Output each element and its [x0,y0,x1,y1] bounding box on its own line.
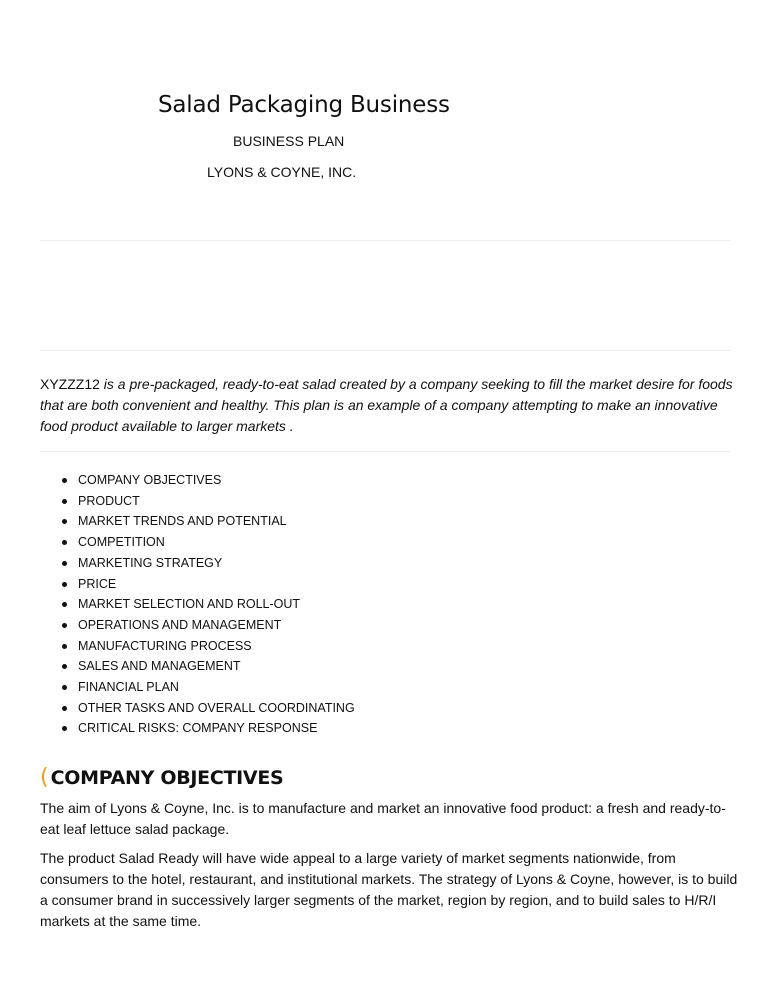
divider [40,350,730,351]
company-name: LYONS & COYNE, INC. [207,164,357,180]
intro-text: is a pre-packaged, ready-to-eat salad created by a company seeking to fill the market desire for foods that are both convenient and healthy. This plan is an example of a company attempting to make an innovative food product available to larger markets . [40,376,733,434]
divider [40,240,730,241]
table-of-contents [62,470,355,739]
intro-paragraph [40,374,740,437]
toc-item: MARKETING STRATEGY [62,553,355,574]
document-title: Salad Packaging Business [158,92,450,118]
toc-item: MARKET SELECTION AND ROLL-OUT [62,594,355,615]
document-subtitle: BUSINESS PLAN [233,133,345,149]
section-heading [40,765,283,791]
toc-item: FINANCIAL PLAN [62,677,355,698]
section-title: COMPANY OBJECTIVES [50,767,284,789]
body-paragraph: The product Salad Ready will have wide appeal to a large variety of market segments nationwide, from consumers to the hotel, restaurant, and institutional markets. The strategy of Lyons & Coyne, however, is to build a consumer brand in successively larger segments of the market, region by region, and to build sales to H/R/I markets at the same time. [40,850,738,929]
toc-item: COMPANY OBJECTIVES [62,470,355,491]
body-paragraph: The aim of Lyons & Coyne, Inc. is to manufacture and market an innovative food product: a fresh and ready-to-eat leaf lettuce salad package. [40,800,726,837]
toc-item: OTHER TASKS AND OVERALL COORDINATING [62,698,355,719]
intro-lead: XYZZZ12 [40,376,100,392]
toc-item: CRITICAL RISKS: COMPANY RESPONSE [62,718,355,739]
toc-item: MARKET TRENDS AND POTENTIAL [62,511,355,532]
toc-item: COMPETITION [62,532,355,553]
toc-item: OPERATIONS AND MANAGEMENT [62,615,355,636]
section-mark: ( [40,765,49,790]
toc-item: PRICE [62,574,355,595]
toc-item: MANUFACTURING PROCESS [62,636,355,657]
toc-item: SALES AND MANAGEMENT [62,656,355,677]
toc-item: PRODUCT [62,491,355,512]
divider [40,451,730,452]
